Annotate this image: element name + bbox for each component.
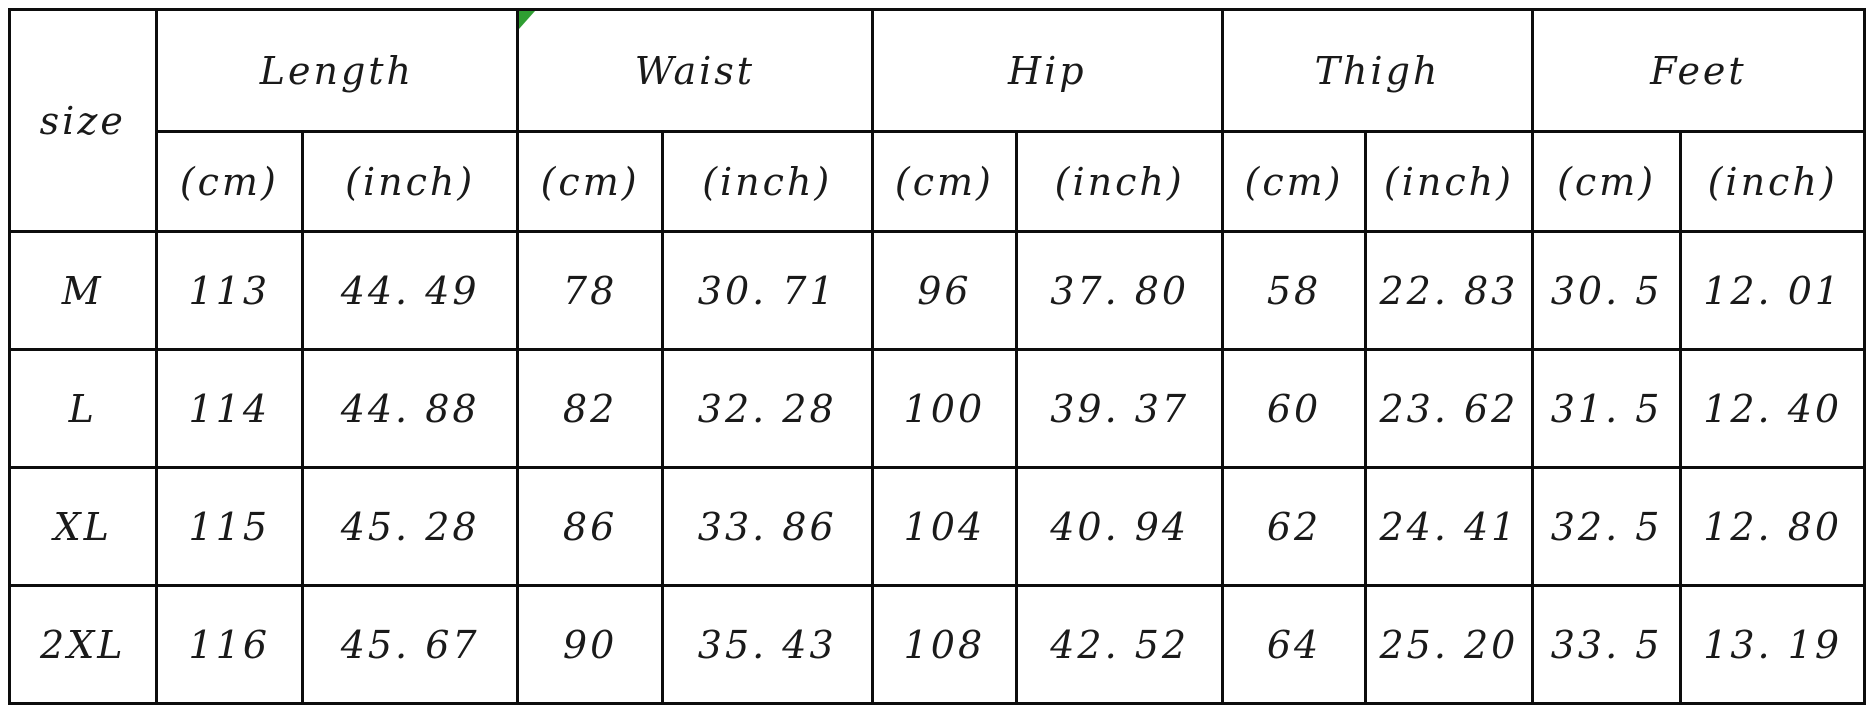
- cell-m-hip-inch: 37. 80: [1017, 232, 1223, 350]
- unit-header-feet-inch: (inch): [1681, 132, 1865, 232]
- cell-m-length-inch: 44. 49: [303, 232, 518, 350]
- cell-xl-hip-cm: 104: [872, 468, 1017, 586]
- header-unit-row: [10, 132, 1865, 232]
- cell-m-length-cm: 113: [156, 232, 303, 350]
- cell-l-thigh-cm: 60: [1223, 350, 1366, 468]
- cell-xl-length-inch: 45. 28: [303, 468, 518, 586]
- cell-m-hip-cm: 96: [872, 232, 1017, 350]
- cell-m-waist-inch: 30. 71: [662, 232, 872, 350]
- cell-xl-waist-cm: 86: [518, 468, 663, 586]
- cell-m-thigh-cm: 58: [1223, 232, 1366, 350]
- size-label-xl: XL: [10, 468, 157, 586]
- header-group-row: [10, 10, 1865, 132]
- unit-header-feet-cm: (cm): [1532, 132, 1680, 232]
- size-chart-table: [8, 8, 1866, 705]
- cell-xl-hip-inch: 40. 94: [1017, 468, 1223, 586]
- group-header-waist: [518, 10, 872, 132]
- unit-header-waist-cm: (cm): [518, 132, 663, 232]
- unit-header-length-cm: (cm): [156, 132, 303, 232]
- cell-xl-length-cm: 115: [156, 468, 303, 586]
- cell-2xl-length-cm: 116: [156, 586, 303, 704]
- unit-header-thigh-inch: (inch): [1365, 132, 1532, 232]
- cell-2xl-length-inch: 45. 67: [303, 586, 518, 704]
- size-label-m: M: [10, 232, 157, 350]
- table-row-l: [10, 350, 1865, 468]
- cell-2xl-waist-cm: 90: [518, 586, 663, 704]
- cell-2xl-hip-inch: 42. 52: [1017, 586, 1223, 704]
- cell-l-hip-inch: 39. 37: [1017, 350, 1223, 468]
- cell-l-thigh-inch: 23. 62: [1365, 350, 1532, 468]
- cell-l-waist-inch: 32. 28: [662, 350, 872, 468]
- size-header-cell: size: [10, 10, 157, 232]
- cell-m-thigh-inch: 22. 83: [1365, 232, 1532, 350]
- cell-l-length-cm: 114: [156, 350, 303, 468]
- group-header-hip: Hip: [872, 10, 1223, 132]
- unit-header-length-inch: (inch): [303, 132, 518, 232]
- table-row-2xl: [10, 586, 1865, 704]
- cell-xl-waist-inch: 33. 86: [662, 468, 872, 586]
- cell-l-length-inch: 44. 88: [303, 350, 518, 468]
- unit-header-hip-cm: (cm): [872, 132, 1017, 232]
- cell-2xl-feet-inch: 13. 19: [1681, 586, 1865, 704]
- cell-2xl-thigh-cm: 64: [1223, 586, 1366, 704]
- group-header-feet: Feet: [1532, 10, 1864, 132]
- unit-header-thigh-cm: (cm): [1223, 132, 1366, 232]
- unit-header-hip-inch: (inch): [1017, 132, 1223, 232]
- cell-2xl-hip-cm: 108: [872, 586, 1017, 704]
- group-header-waist-label: Waist: [634, 48, 756, 93]
- cell-l-feet-cm: 31. 5: [1532, 350, 1680, 468]
- cell-2xl-feet-cm: 33. 5: [1532, 586, 1680, 704]
- cell-xl-thigh-cm: 62: [1223, 468, 1366, 586]
- cell-2xl-thigh-inch: 25. 20: [1365, 586, 1532, 704]
- group-header-length: Length: [156, 10, 518, 132]
- unit-header-waist-inch: (inch): [662, 132, 872, 232]
- size-label-l: L: [10, 350, 157, 468]
- cell-xl-thigh-inch: 24. 41: [1365, 468, 1532, 586]
- cell-m-feet-cm: 30. 5: [1532, 232, 1680, 350]
- green-corner-marker: [519, 11, 535, 29]
- table-row-m: [10, 232, 1865, 350]
- cell-l-waist-cm: 82: [518, 350, 663, 468]
- group-header-thigh: Thigh: [1223, 10, 1533, 132]
- cell-2xl-waist-inch: 35. 43: [662, 586, 872, 704]
- cell-xl-feet-inch: 12. 80: [1681, 468, 1865, 586]
- table-row-xl: [10, 468, 1865, 586]
- cell-xl-feet-cm: 32. 5: [1532, 468, 1680, 586]
- cell-l-hip-cm: 100: [872, 350, 1017, 468]
- size-label-2xl: 2XL: [10, 586, 157, 704]
- cell-m-waist-cm: 78: [518, 232, 663, 350]
- cell-l-feet-inch: 12. 40: [1681, 350, 1865, 468]
- cell-m-feet-inch: 12. 01: [1681, 232, 1865, 350]
